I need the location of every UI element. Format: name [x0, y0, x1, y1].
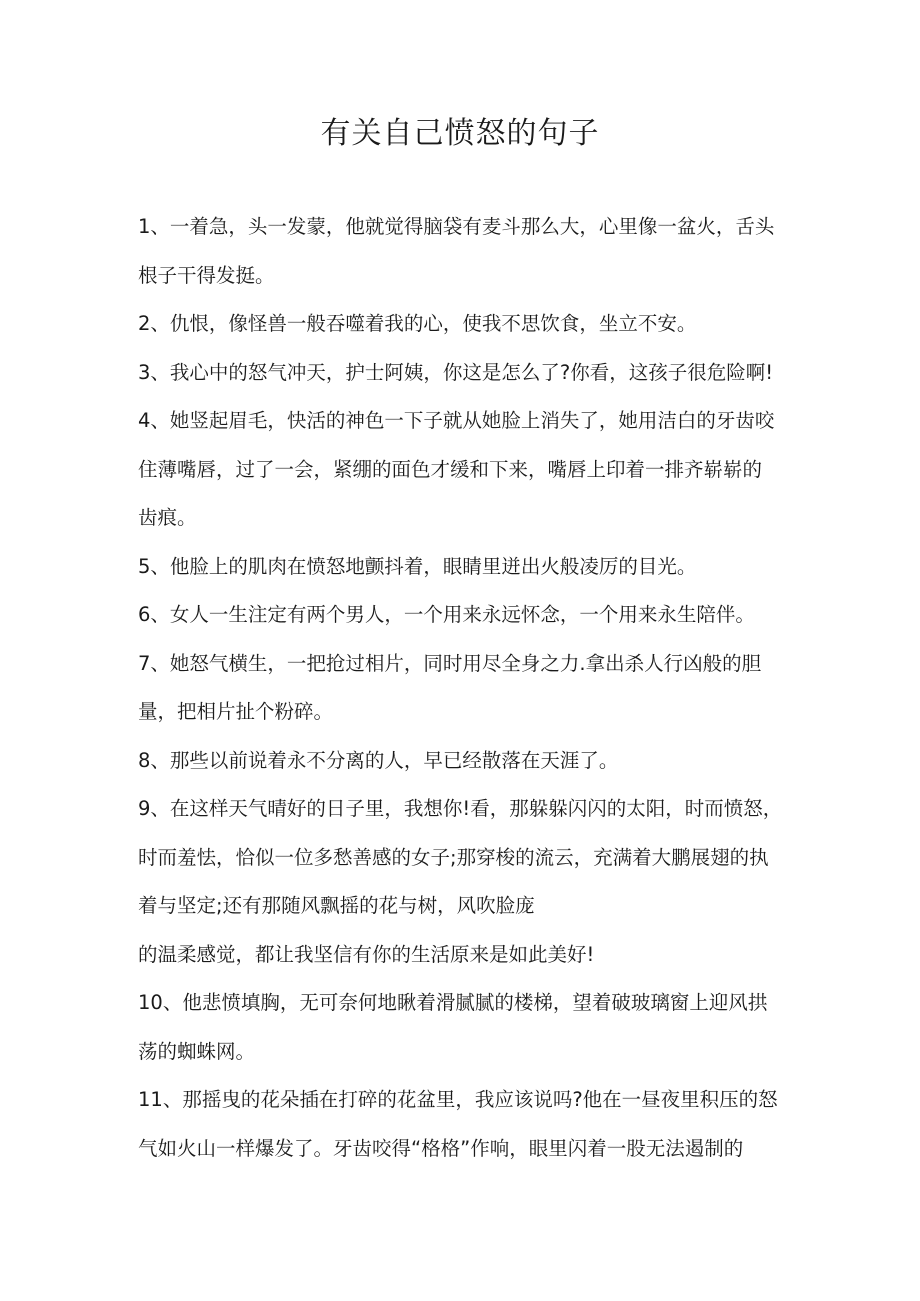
text-line: 8、那些以前说着永不分离的人，早已经散落在天涯了。: [138, 748, 619, 772]
document-body: [138, 210, 798, 1180]
text-line: 根子干得发挺。: [138, 263, 275, 287]
text-line: 的温柔感觉，都让我坚信有你的生活原来是如此美好!: [138, 942, 595, 966]
text-line: 11、那摇曳的花朵插在打碎的花盆里，我应该说吗?他在一昼夜里积压的怒: [138, 1088, 778, 1111]
text-line: 齿痕。: [138, 506, 197, 529]
text-line: 2、仇恨，像怪兽一般吞噬着我的心，使我不思饮食，坐立不安。: [138, 312, 697, 335]
text-line: 9、在这样天气晴好的日子里，我想你!看，那躲躲闪闪的太阳，时而愤怒，: [138, 797, 783, 820]
text-line: 7、她怒气横生，一把抢过相片，同时用尽全身之力.拿出杀人行凶般的胆: [138, 651, 762, 675]
text-line: 1、一着急，头一发蒙，他就觉得脑袋有麦斗那么大，心里像一盆火，舌头: [138, 215, 775, 238]
text-line: 4、她竖起眉毛，快活的神色一下子就从她脸上消失了，她用洁白的牙齿咬: [138, 409, 775, 432]
text-line: 5、他脸上的肌肉在愤怒地颤抖着，眼睛里迸出火般凌厉的目光。: [138, 554, 697, 578]
text-line: 6、女人一生注定有两个男人，一个用来永远怀念，一个用来永生陪伴。: [138, 603, 755, 626]
text-line: 时而羞怯，恰似一位多愁善感的女子;那穿梭的流云，充满着大鹏展翅的执: [138, 845, 769, 869]
text-line: 住薄嘴唇，过了一会，紧绷的面色才缓和下来，嘴唇上印着一排齐崭崭的: [138, 457, 763, 481]
text-line: 10、他悲愤填胸，无可奈何地瞅着滑腻腻的楼梯，望着破玻璃窗上迎风拱: [138, 991, 768, 1014]
text-line: 着与坚定;还有那随风飘摇的花与树，风吹脸庞: [138, 894, 535, 917]
document-title: 有关自己愤怒的句子: [320, 116, 600, 151]
text-line: 气如火山一样爆发了。牙齿咬得“格格”作响，眼里闪着一股无法遏制的: [138, 1136, 744, 1160]
text-line: 量，把相片扯个粉碎。: [138, 700, 334, 723]
text-line: 荡的蜘蛛网。: [138, 1039, 256, 1063]
text-line: 3、我心中的怒气冲天，护士阿姨，你这是怎么了?你看，这孩子很危险啊!: [138, 360, 774, 384]
